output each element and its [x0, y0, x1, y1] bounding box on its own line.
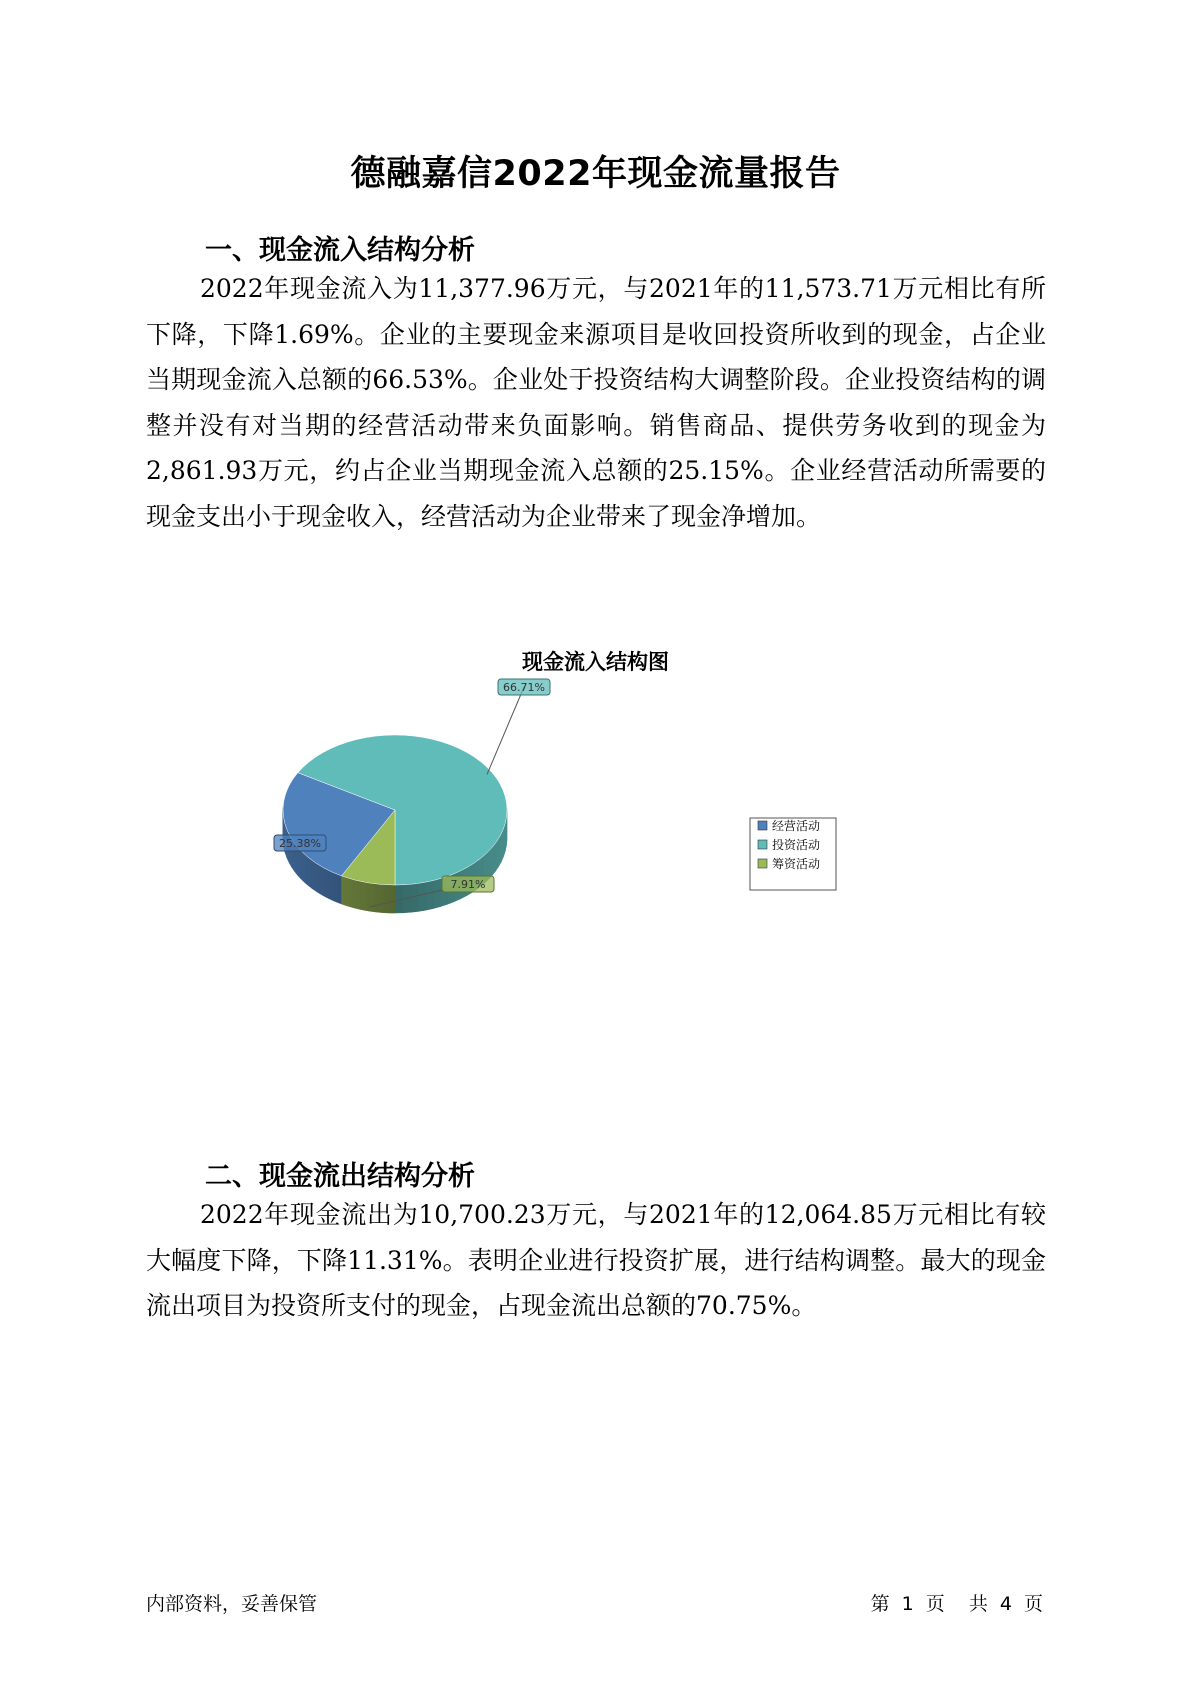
data-label-经营活动: 25.38% [279, 837, 321, 850]
data-label-投资活动: 66.71% [503, 681, 545, 694]
paragraph-inflow: 2022年现金流入为11,377.96万元，与2021年的11,573.71万元相比有所下降，下降1.69%。企业的主要现金来源项目是收回投资所收到的现金，占企业当期现金流入总额的66.53%。企业处于投资结构大调整阶段。企业投资结构的调整并没有对当期的经营活动带来负面影响。销售商品、提供劳务收到的现金为2,861.93万元，约占企业当期现金流入总额的25.15%。企业经营活动所需要的现金支出小于现金收入，经营活动为企业带来了现金净增加。 [146, 274, 1046, 531]
pie-side-1 [426, 880, 433, 910]
pie-side-1 [433, 879, 440, 909]
pie-side-1 [411, 883, 419, 912]
total-num: 4 [999, 1593, 1012, 1615]
legend-swatch-投资活动 [758, 840, 767, 849]
pie-side-1 [496, 838, 499, 871]
pie-side-0 [324, 868, 326, 897]
pie-side-1 [418, 882, 426, 911]
footer-page-number [865, 1589, 1049, 1616]
pie-side-0 [327, 869, 329, 898]
leader-line-1 [487, 687, 524, 774]
footer-confidential-note: 内部资料，妥善保管 [146, 1593, 318, 1615]
page-num: 1 [901, 1593, 914, 1615]
pie-side-0 [318, 864, 320, 893]
page-unit: 页 [925, 1593, 945, 1615]
chart-title: 现金流入结构图 [522, 650, 669, 674]
legend-label-投资活动: 投资活动 [772, 838, 821, 852]
section-heading-outflow: 二、现金流出结构分析 [205, 1161, 475, 1192]
pie-side-1 [488, 847, 492, 879]
legend-label-经营活动: 经营活动 [772, 819, 821, 833]
document-title: 德融嘉信2022年现金流量报告 [350, 154, 841, 194]
legend-swatch-经营活动 [758, 821, 767, 830]
pie-side-0 [339, 875, 342, 904]
pie-side-0 [331, 872, 333, 901]
total-unit: 页 [1023, 1593, 1043, 1615]
pie-side-1 [492, 843, 496, 876]
data-label-筹资活动: 7.91% [450, 878, 486, 891]
pie-side-0 [320, 866, 322, 895]
pie-side-0 [336, 874, 339, 903]
pie-side-0 [313, 861, 315, 890]
pie-side-0 [311, 860, 313, 889]
pie-side-0 [334, 873, 337, 902]
page-prefix: 第 [870, 1593, 890, 1615]
cash-inflow-pie-chart [240, 681, 860, 970]
pie-side-0 [315, 863, 317, 892]
section-heading-inflow: 一、现金流入结构分析 [205, 235, 475, 266]
legend-swatch-筹资活动 [758, 859, 767, 868]
chart-legend [750, 818, 836, 890]
pie-side-0 [329, 871, 331, 900]
total-prefix: 共 [968, 1593, 988, 1615]
legend-label-筹资活动: 筹资活动 [772, 857, 821, 871]
paragraph-outflow: 2022年现金流出为10,700.23万元，与2021年的12,064.85万元相比有较大幅度下降，下降11.31%。表明企业进行投资扩展，进行结构调整。最大的现金流出项目为投资所支付的现金，占现金流出总额的70.75%。 [146, 1200, 1046, 1320]
pie-side-2 [342, 876, 343, 904]
pie-side-0 [322, 867, 324, 896]
pie-side-1 [395, 885, 403, 913]
